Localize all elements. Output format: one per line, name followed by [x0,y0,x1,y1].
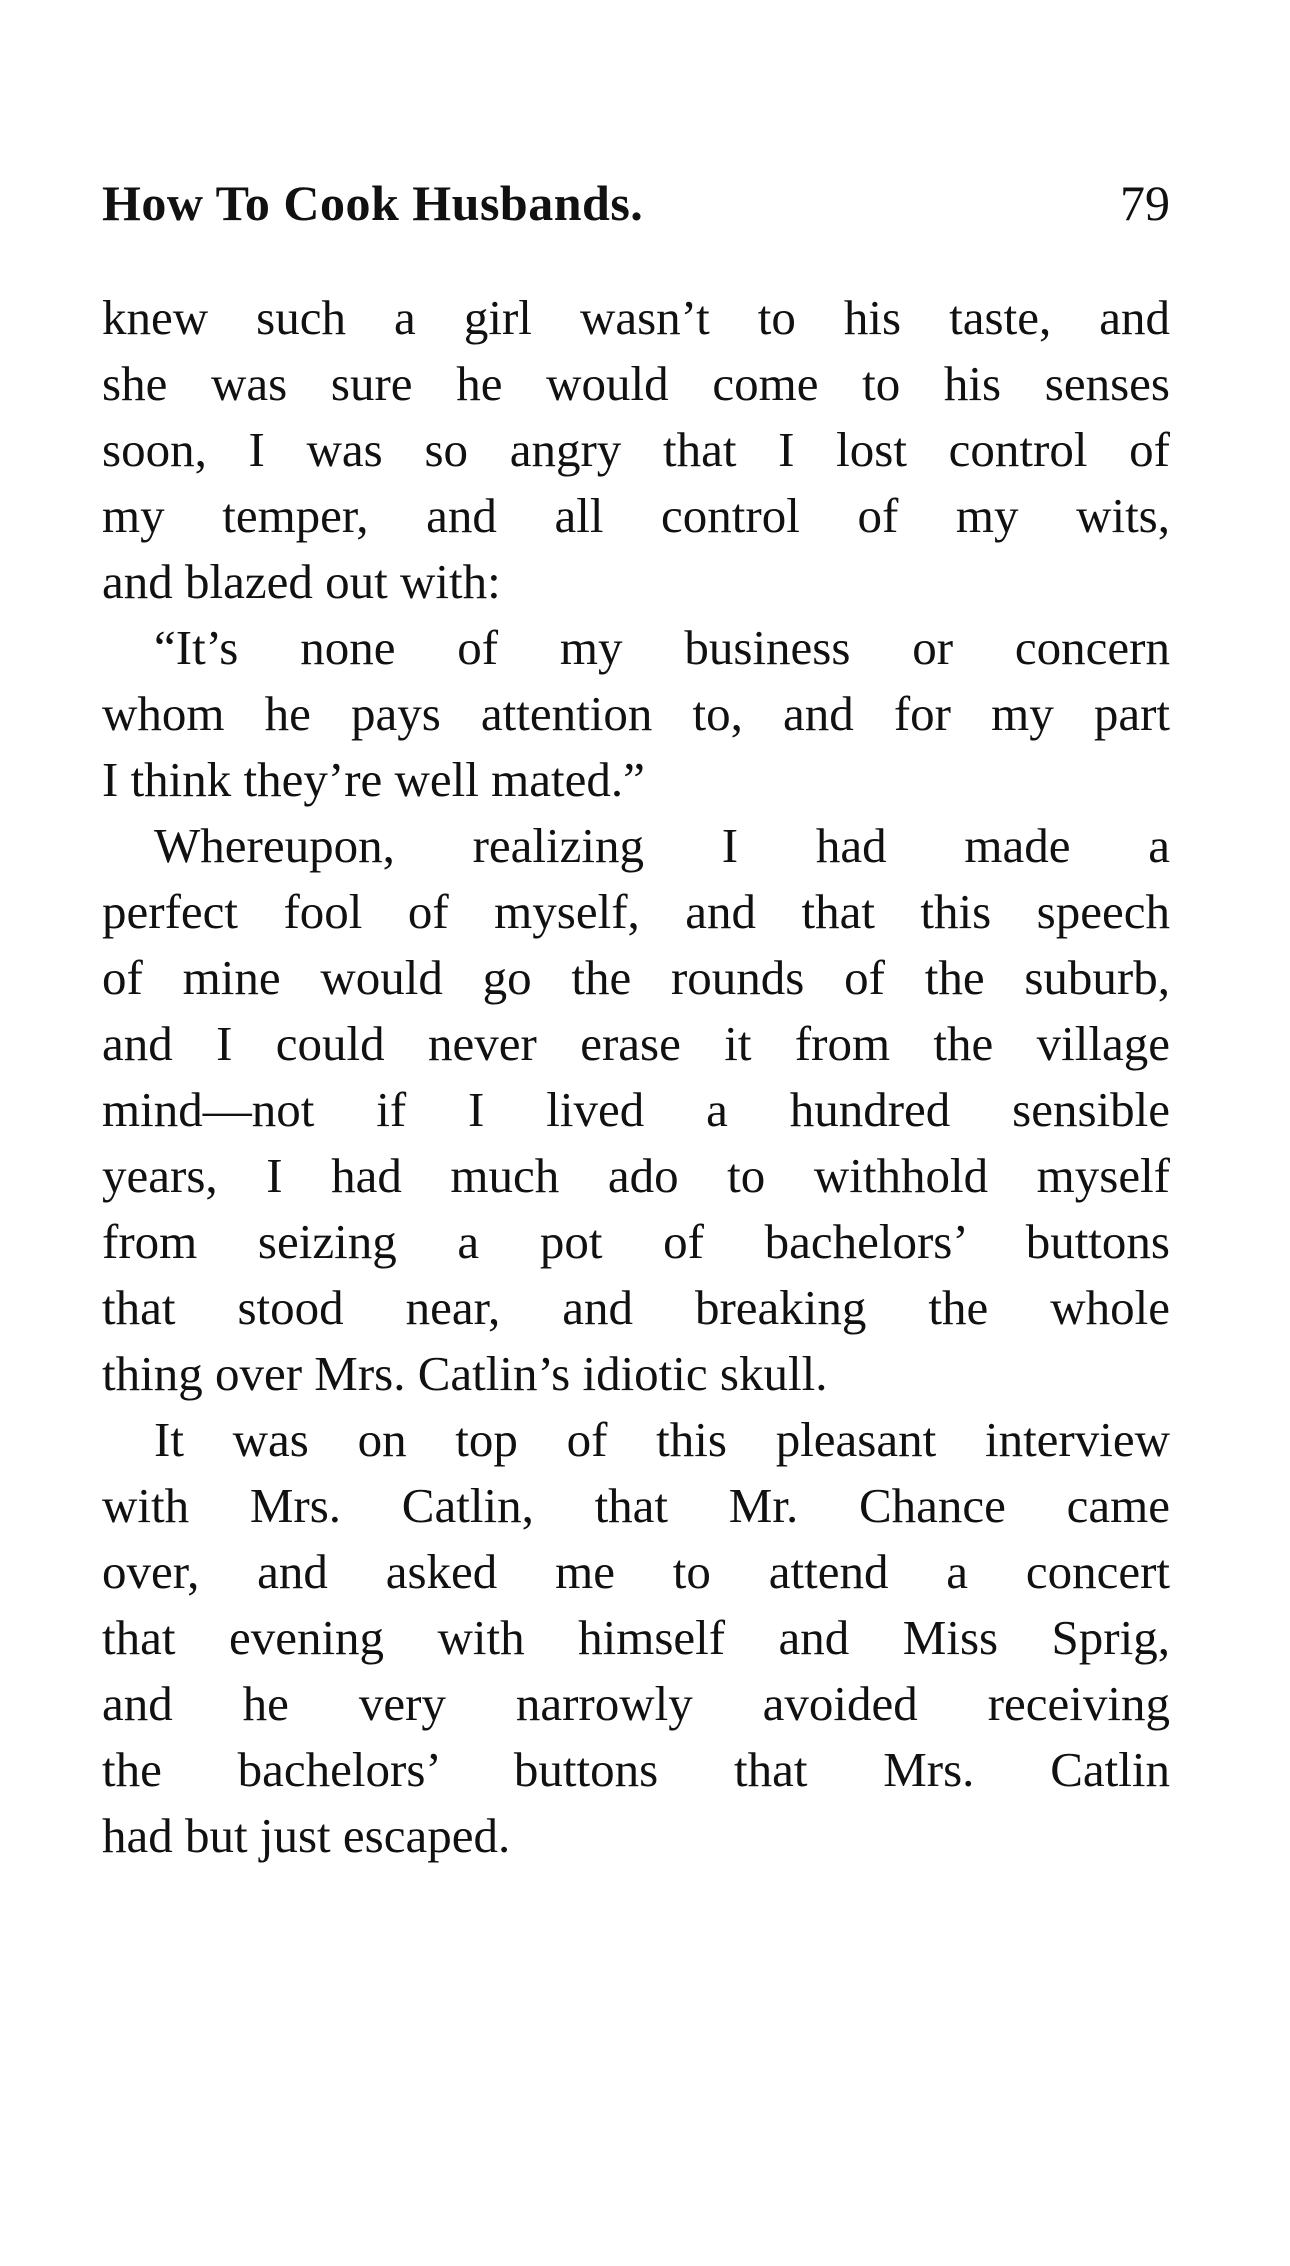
text-line: It was on top of this pleasant interview [154,1412,1170,1467]
paragraph-2 [102,615,1170,813]
text-line: years, I had much ado to withhold myself [102,1148,1170,1203]
text-line: perfect fool of myself, and that this speech [102,884,1170,939]
paragraph-1 [102,285,1170,615]
text-line: whom he pays attention to, and for my part [102,686,1170,741]
text-line: knew such a girl wasn’t to his taste, and [102,290,1170,345]
text-line: that stood near, and breaking the whole [102,1280,1170,1335]
text-line: “It’s none of my business or concern [154,620,1170,675]
text-line: mind—not if I lived a hundred sensible [102,1082,1170,1137]
body-text [102,285,1170,1869]
text-line: and he very narrowly avoided receiving [102,1676,1170,1731]
text-line: Whereupon, realizing I had made a [154,818,1170,873]
page-number: 79 [1120,175,1170,231]
text-line: from seizing a pot of bachelors’ buttons [102,1214,1170,1269]
text-line: she was sure he would come to his senses [102,356,1170,411]
text-line: and blazed out with: [102,554,501,609]
text-line: my temper, and all control of my wits, [102,488,1170,543]
text-line: that evening with himself and Miss Sprig, [102,1610,1170,1665]
text-line: thing over Mrs. Catlin’s idiotic skull. [102,1346,828,1401]
running-title: How To Cook Husbands. [102,175,644,231]
text-line: of mine would go the rounds of the suburb, [102,950,1170,1005]
text-line: soon, I was so angry that I lost control of [102,422,1170,477]
paragraph-3 [102,813,1170,1407]
text-line: with Mrs. Catlin, that Mr. Chance came [102,1478,1170,1533]
paragraph-4 [102,1407,1170,1869]
text-line: the bachelors’ buttons that Mrs. Catlin [102,1742,1170,1797]
text-line: had but just escaped. [102,1808,511,1863]
text-line: over, and asked me to attend a concert [102,1544,1170,1599]
text-line: I think they’re well mated.” [102,752,645,807]
text-line: and I could never erase it from the village [102,1016,1170,1071]
running-header [102,168,1170,238]
